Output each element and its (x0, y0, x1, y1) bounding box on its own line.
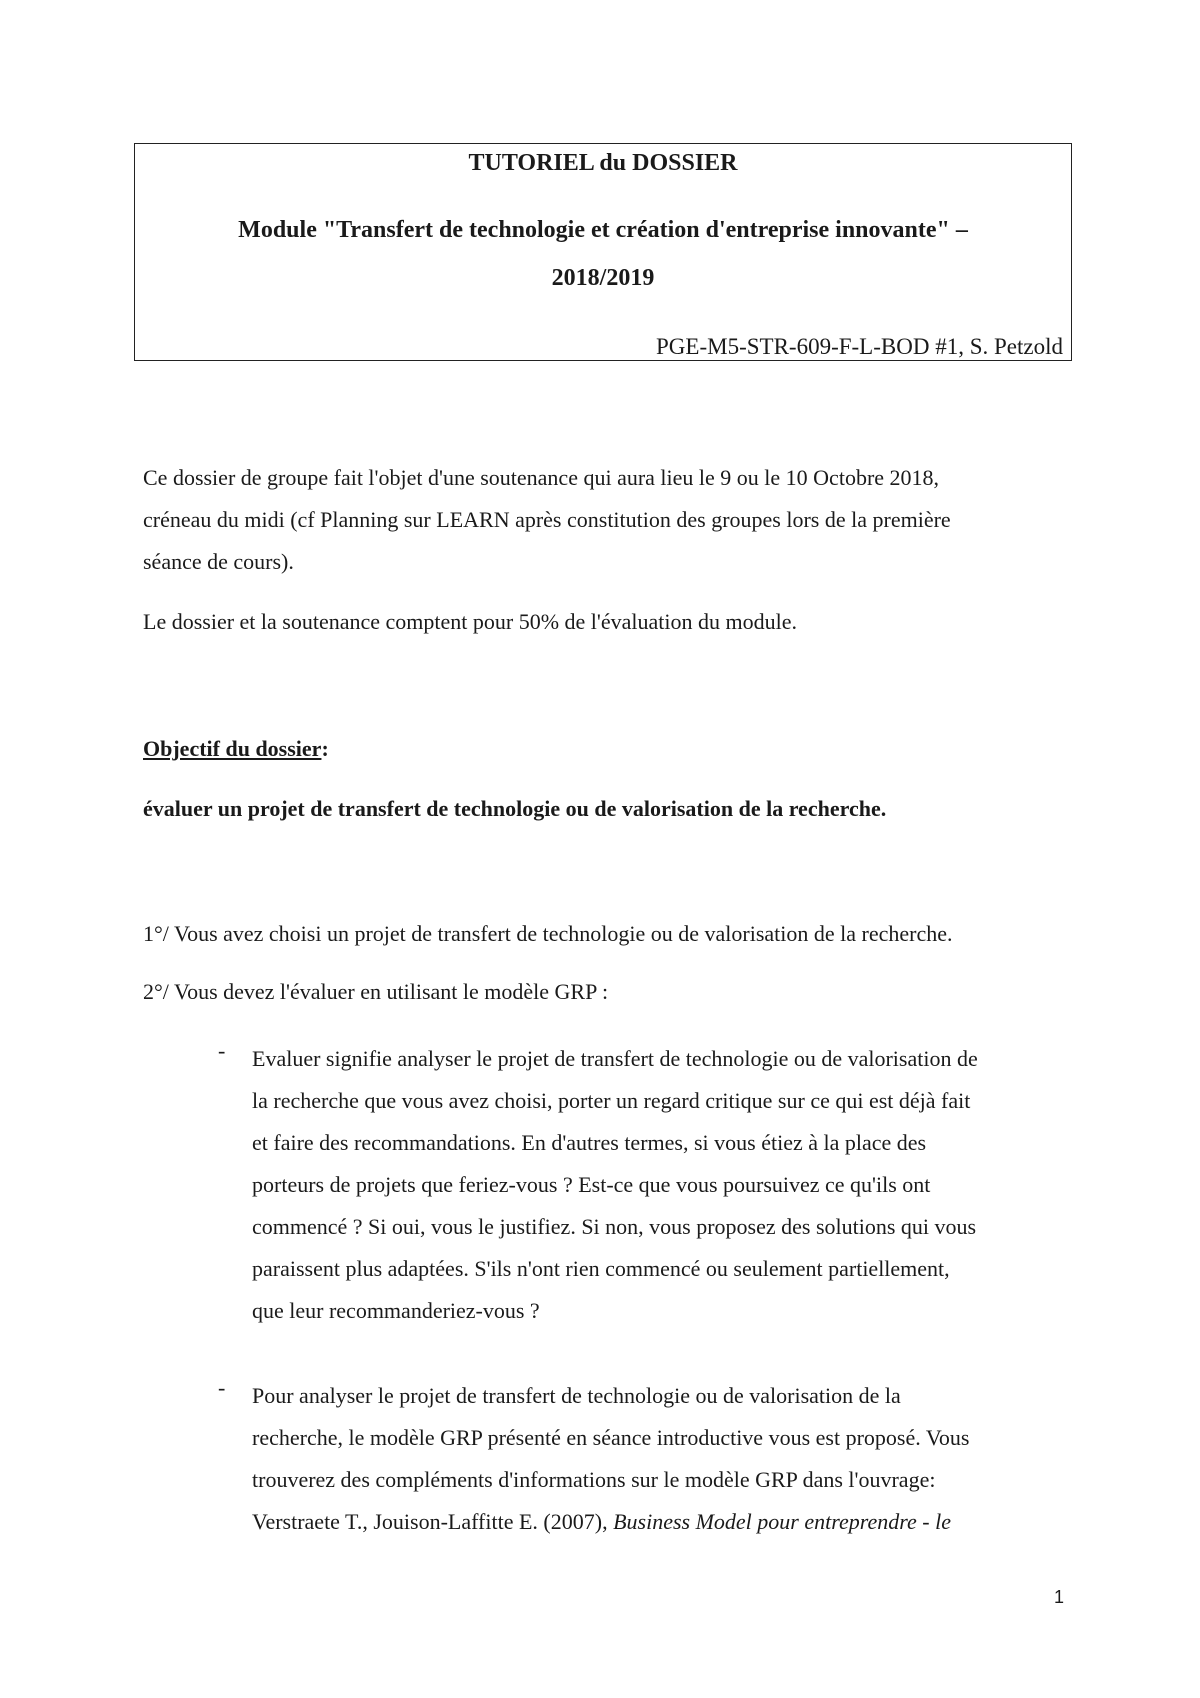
objective-statement: évaluer un projet de transfert de technologie ou de valorisation de la recherche. (143, 796, 887, 821)
page-number: 1 (1053, 1587, 1064, 1607)
evaluation-weight-paragraph: Le dossier et la soutenance comptent pour 50% de l'évaluation du module. (143, 609, 797, 634)
bullet-1-line-3: et faire des recommandations. En d'autres termes, si vous étiez à la place des (252, 1130, 927, 1155)
bullet-1-line-4: porteurs de projets que feriez-vous ? Est-ce que vous poursuivez ce qu'ils ont (252, 1172, 931, 1197)
module-title-line1: Module "Transfert de technologie et création d'entreprise innovante" – (238, 217, 968, 243)
bullet-2-line-2: recherche, le modèle GRP présenté en séance introductive vous est proposé. Vous (252, 1425, 970, 1450)
intro-line-1: Ce dossier de groupe fait l'objet d'une soutenance qui aura lieu le 9 ou le 10 Octobre 2018, (143, 465, 940, 490)
bullet-dash-2: - (218, 1375, 226, 1400)
bullet-1-line-6: paraissent plus adaptées. S'ils n'ont rien commencé ou seulement partiellement, (252, 1256, 950, 1281)
bullet-2-line-4 (252, 1501, 1062, 1543)
bullet-1-line-1: Evaluer signifie analyser le projet de transfert de technologie ou de valorisation de (252, 1046, 978, 1071)
bullet-1 (252, 1038, 1062, 1332)
course-reference: PGE-M5-STR-609-F-L-BOD #1, S. Petzold (656, 334, 1063, 359)
module-title-line2: 2018/2019 (551, 265, 655, 291)
title-box (134, 143, 1072, 361)
document-title: TUTORIEL du DOSSIER (468, 150, 738, 176)
intro-paragraph (143, 457, 1068, 583)
intro-line-2: créneau du midi (cf Planning sur LEARN après constitution des groupes lors de la première (143, 507, 951, 532)
intro-line-3: séance de cours). (143, 549, 294, 574)
objective-heading-colon: : (321, 736, 329, 761)
bullet-1-line-5: commencé ? Si oui, vous le justifiez. Si non, vous proposez des solutions qui vous (252, 1214, 977, 1239)
bullet-2 (252, 1375, 1062, 1543)
bullet-dash-1: - (218, 1038, 226, 1063)
bullet-2-line-1: Pour analyser le projet de transfert de technologie ou de valorisation de la (252, 1383, 901, 1408)
bibliography-book-title: Business Model pour entreprendre - le (613, 1509, 951, 1534)
step-2: 2°/ Vous devez l'évaluer en utilisant le modèle GRP : (143, 979, 609, 1004)
bullet-1-line-2: la recherche que vous avez choisi, porter un regard critique sur ce qui est déjà fait (252, 1088, 971, 1113)
bibliography-authors: Verstraete T., Jouison-Laffitte E. (2007), (252, 1509, 614, 1534)
bullet-1-line-7: que leur recommanderiez-vous ? (252, 1298, 540, 1323)
objective-heading: Objectif du dossier (143, 736, 322, 761)
objective-heading-line (143, 728, 1068, 770)
step-1: 1°/ Vous avez choisi un projet de transfert de technologie ou de valorisation de la recherche. (143, 921, 953, 946)
bullet-2-line-3: trouverez des compléments d'informations sur le modèle GRP dans l'ouvrage: (252, 1467, 936, 1492)
